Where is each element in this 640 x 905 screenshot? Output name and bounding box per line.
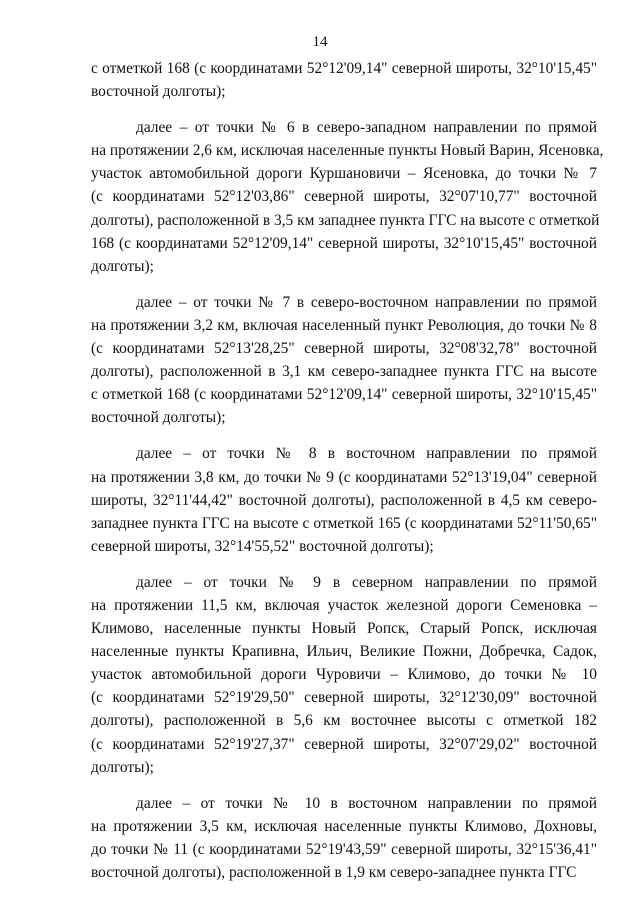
text-line: на протяжении 2,6 км, исключая населенные пункты Новый Варин, Ясеновка, bbox=[91, 142, 604, 160]
text-line: на протяжении 11,5 км, включая участок железной дороги Семеновка – bbox=[91, 596, 597, 614]
text-line: далее – от точки № 8 в восточном направлении по прямой bbox=[136, 445, 597, 463]
text-line: до точки № 11 (с координатами 52°19'43,59" северной широты, 32°15'36,41" bbox=[91, 840, 597, 858]
paragraph bbox=[91, 291, 597, 430]
text-line: далее – от точки № 6 в северо-западном направлении по прямой bbox=[136, 119, 597, 137]
text-line: участок автомобильной дороги Чуровичи – Климово, до точки № 10 bbox=[91, 666, 597, 684]
text-line: восточной долготы), расположенной в 1,9 км северо-западнее пункта ГГС bbox=[91, 864, 577, 881]
text-line: (с координатами 52°19'27,37" северной широты, 32°07'29,02" восточной bbox=[91, 735, 597, 753]
text-line: участок автомобильной дороги Куршановичи – Ясеновка, до точки № 7 bbox=[91, 165, 597, 183]
text-line: долготы), расположенной в 3,1 км северо-западнее пункта ГГС на высоте bbox=[91, 363, 597, 381]
text-line: (с координатами 52°19'29,50" северной широты, 32°12'30,09" восточной bbox=[91, 689, 597, 707]
text-line: далее – от точки № 10 в восточном направлении по прямой bbox=[136, 794, 597, 812]
text-line: на протяжении 3,8 км, до точки № 9 (с координатами 52°13'19,04" северной bbox=[91, 468, 597, 486]
text-line: на протяжении 3,5 км, исключая населенные пункты Климово, Дохновы, bbox=[91, 817, 597, 835]
paragraph bbox=[91, 442, 597, 557]
text-line: долготы), расположенной в 3,5 км западнее пункта ГГС на высоте с отметкой bbox=[91, 211, 600, 229]
text-line: далее – от точки № 7 в северо-восточном направлении по прямой bbox=[136, 293, 597, 311]
text-line: далее – от точки № 9 в северном направлении по прямой bbox=[136, 573, 597, 591]
paragraph bbox=[91, 792, 597, 884]
paragraph-gap bbox=[91, 103, 597, 116]
text-line: с отметкой 168 (с координатами 52°12'09,14" северной широты, 32°10'15,45" bbox=[91, 386, 597, 404]
paragraph-gap bbox=[91, 558, 597, 571]
text-line: восточной долготы); bbox=[91, 409, 226, 427]
text-line: западнее пункта ГГС на высоте с отметкой 165 (с координатами 52°11'50,65" bbox=[91, 514, 597, 532]
paragraph bbox=[91, 57, 597, 103]
page-number: 14 bbox=[312, 34, 328, 50]
paragraph-gap bbox=[91, 779, 597, 792]
text-line: с отметкой 168 (с координатами 52°12'09,14" северной широты, 32°10'15,45" bbox=[91, 60, 597, 77]
text-line: (с координатами 52°12'03,86" северной широты, 32°07'10,77" восточной bbox=[91, 188, 597, 206]
text-line: долготы), расположенной в 5,6 км восточнее высоты с отметкой 182 bbox=[91, 712, 597, 730]
text-line: долготы); bbox=[91, 257, 154, 275]
paragraph-gap bbox=[91, 429, 597, 442]
text-line: (с координатами 52°13'28,25" северной широты, 32°08'32,78" восточной bbox=[91, 340, 597, 358]
text-line: Климово, населенные пункты Новый Ропск, Старый Ропск, исключая bbox=[91, 620, 597, 638]
document-body bbox=[91, 57, 604, 884]
paragraph bbox=[91, 571, 597, 779]
text-line: широты, 32°11'44,42" восточной долготы), расположенной в 4,5 км северо- bbox=[91, 491, 597, 509]
text-line: 168 (с координатами 52°12'09,14" северной широты, 32°10'15,45" восточной bbox=[91, 234, 597, 252]
text-line: восточной долготы); bbox=[91, 83, 226, 101]
paragraph-gap bbox=[91, 278, 597, 291]
text-line: населенные пункты Крапивна, Ильич, Великие Пожни, Добречка, Садок, bbox=[91, 643, 597, 661]
text-line: на протяжении 3,2 км, включая населенный пункт Революция, до точки № 8 bbox=[91, 316, 597, 334]
paragraph bbox=[91, 116, 604, 278]
text-line: северной широты, 32°14'55,52" восточной долготы); bbox=[91, 537, 434, 555]
text-line: долготы); bbox=[91, 758, 154, 776]
